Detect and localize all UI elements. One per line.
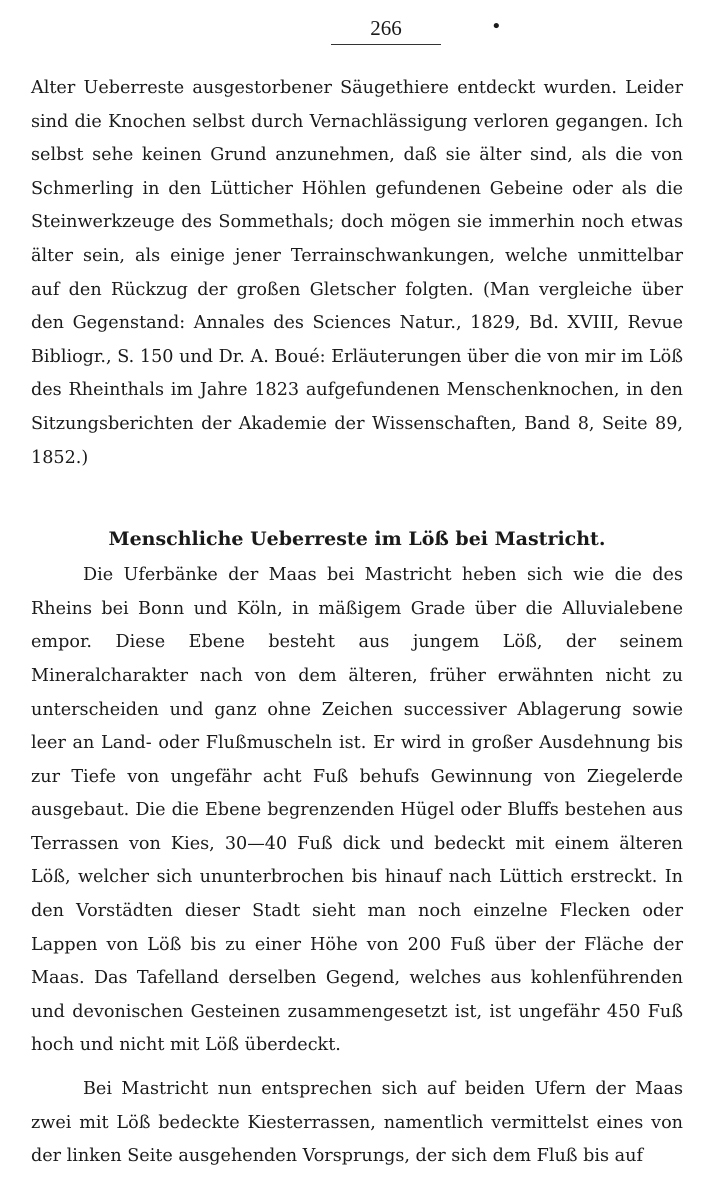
page-number: 266 [370,16,402,40]
header-rule [331,44,441,45]
paragraph-maas-banks: Die Uferbänke der Maas bei Mastricht heben sich wie die des Rheins bei Bonn und Köln, in mäßigem Grade über die Alluvialebene empor. Diese Ebene besteht aus jungem Löß, der seinem Mineralcharakter nach von dem älteren, früher erwähnten nicht zu unterscheiden und ganz ohne Zeichen successiver Ablagerung sowie leer an Land- oder Flußmuscheln ist. Er wird in großer Ausdehnung bis zur Tiefe von ungefähr acht Fuß behufs Gewinnung von Ziegelerde ausgebaut. Die die Ebene begrenzenden Hügel oder Bluffs bestehen aus Terrassen von Kies, 30—40 Fuß dick und bedeckt mit einem älteren Löß, welcher sich ununterbrochen bis hinauf nach Lüttich erstreckt. In den Vorstädten dieser Stadt sieht man noch einzelne Flecken oder Lappen von Löß bis zu einer Höhe von 200 Fuß über der Fläche der Maas. Das Tafelland derselben Gegend, welches aus kohlenführenden und devonischen Gesteinen zusammengesetzt ist, ist ungefähr 450 Fuß hoch und nicht mit Löß überdeckt. [31,565,683,1056]
paragraph-continuation: Alter Ueberreste ausgestorbener Säugethiere entdeckt wurden. Leider sind die Knochen selbst durch Vernachlässigung verloren gegangen. Ich selbst sehe keinen Grund anzunehmen, daß sie älter sind, als die von Schmerling in den Lütticher Höhlen gefundenen Gebeine oder als die Steinwerkzeuge des Sommethals; doch mögen sie immerhin noch etwas älter sein, als einige jener Terrainschwankungen, welche unmittelbar auf den Rückzug der großen Gletscher folgten. (Man vergleiche über den Gegenstand: Annales des Sciences Natur., 1829, Bd. XVIII, Revue Bibliogr., S. 150 und Dr. A. Boué: Erläuterungen über die von mir im Löß des Rheinthals im Jahre 1823 aufgefundenen Menschenknochen, in den Sitzungsberichten der Akademie der Wissenschaften, Band 8, Seite 89, 1852.) [31,78,683,468]
page-header [31,12,683,56]
section-heading: Menschliche Ueberreste im Löß bei Mastricht. [108,528,606,551]
paragraph-mastricht-terraces: Bei Mastricht nun entsprechen sich auf beiden Ufern der Maas zwei mit Löß bedeckte Kiesterrassen, namentlich vermittelst eines von der linken Seite ausgehenden Vorsprungs, der sich dem Fluß bis auf [31,1079,683,1167]
header-dot: • [491,16,502,37]
